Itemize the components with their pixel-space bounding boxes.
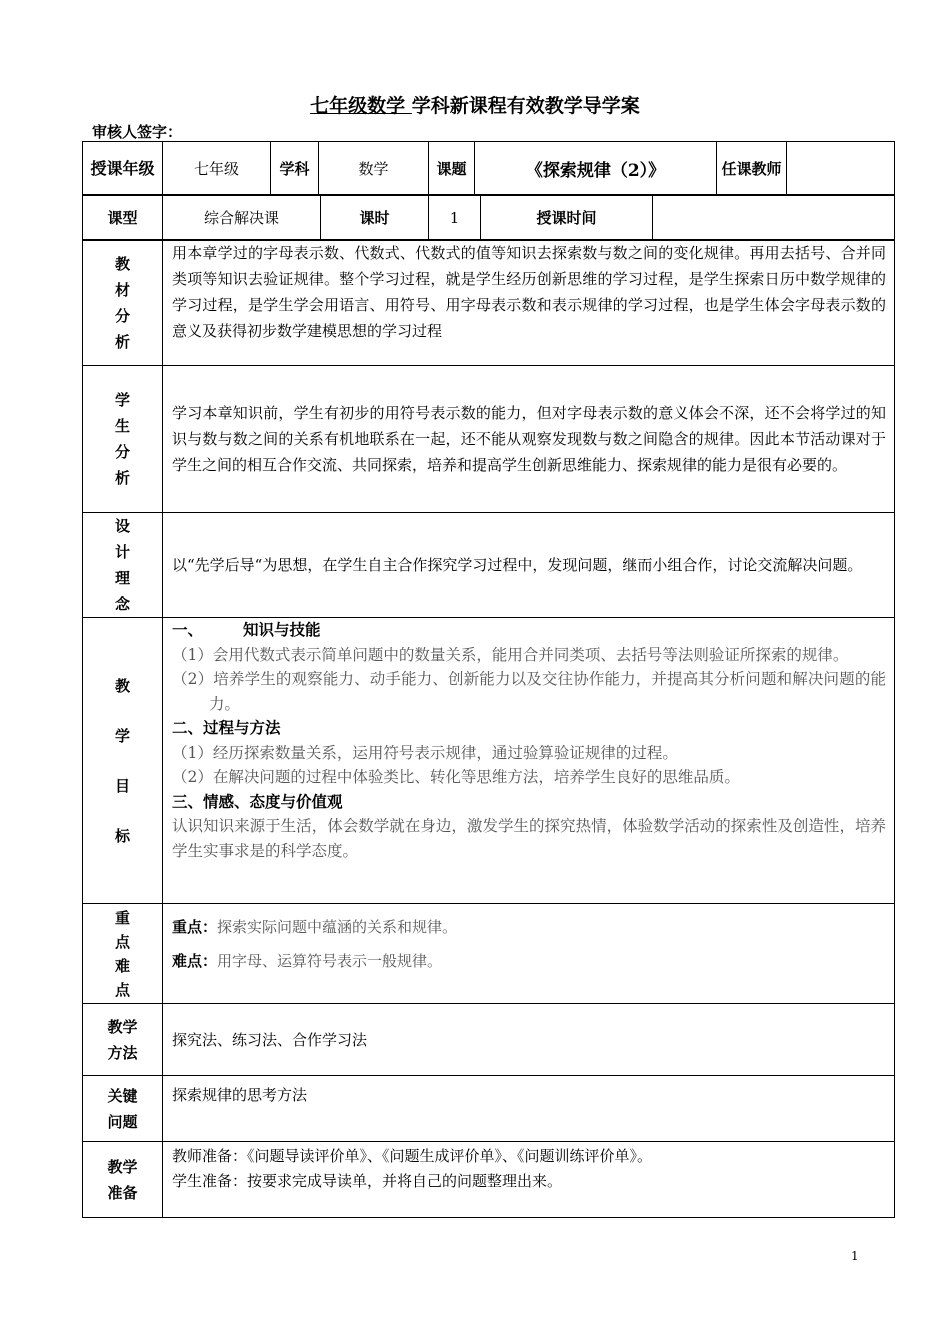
key-label: 重点：: [172, 918, 218, 936]
question-text: 探索规律的思考方法: [163, 1076, 895, 1142]
time-label: 授课时间: [481, 195, 653, 241]
topic-value: 《探索规律（2）》: [475, 142, 717, 196]
method-label: 教学方法: [83, 1004, 163, 1076]
body-table: [82, 239, 895, 1218]
prep-row: [83, 1142, 895, 1218]
goals-label: 教学目标: [83, 618, 163, 904]
reviewer-signature-label: 审核人签字：: [92, 123, 183, 141]
subject-label: 学科: [271, 142, 319, 196]
student-label: 学生分析: [83, 366, 163, 513]
prep-text: [163, 1142, 895, 1218]
goals-text: [163, 618, 895, 904]
grade-label: 授课年级: [83, 142, 163, 196]
goals-item-2: （2）培养学生的观察能力、动手能力、创新能力以及交往协作能力，并提高其分析问题和解决问题的能力。: [172, 670, 886, 713]
type-row-table: [82, 194, 895, 241]
goals-item-3: （1）经历探索数量关系，运用符号表示规律，通过验算验证规律的过程。: [172, 743, 678, 762]
key-text: 探索实际问题中蕴涵的关系和规律。: [217, 918, 458, 936]
teacher-prep: 教师准备：《问题导读评价单》、《问题生成评价单》、《问题训练评价单》。: [172, 1147, 653, 1165]
goals-row: [83, 618, 895, 904]
subject-value: 数学: [319, 142, 429, 196]
question-label: 关键问题: [83, 1076, 163, 1142]
grade-value: 七年级: [163, 142, 271, 196]
material-row: [83, 240, 895, 366]
method-text: 探究法、练习法、合作学习法: [163, 1004, 895, 1076]
time-value: [653, 195, 895, 241]
student-prep: 学生准备：按要求完成导读单，并将自己的问题整理出来。: [172, 1172, 563, 1190]
goals-item-1: （1）会用代数式表示简单问题中的数量关系，能用合并同类项、去括号等法则验证所探索的规律。: [172, 645, 849, 664]
page-number: 1: [851, 1249, 859, 1263]
goals-section-1-title: 一、 知识与技能: [172, 620, 321, 639]
type-label: 课型: [83, 195, 163, 241]
document-title: [0, 94, 950, 118]
teacher-label: 任课教师: [717, 142, 787, 196]
prep-label: 教学准备: [83, 1142, 163, 1218]
question-row: [83, 1076, 895, 1142]
difficulty-text: 用字母、运算符号表示一般规律。: [217, 952, 443, 970]
material-label: 教材分析: [83, 240, 163, 366]
topic-label: 课题: [429, 142, 475, 196]
keypoints-row: [83, 904, 895, 1004]
header-table: [82, 141, 895, 196]
title-rest: 学科新课程有效教学导学案: [411, 95, 640, 117]
goals-section-2-title: 二、过程与方法: [172, 718, 281, 737]
design-text: 以“先学后导“为思想，在学生自主合作探究学习过程中，发现问题，继而小组合作，讨论交流解决问题。: [163, 513, 895, 618]
keypoints-label: 重点难点: [83, 904, 163, 1004]
goals-item-4: （2）在解决问题的过程中体验类比、转化等思维方法，培养学生良好的思维品质。: [172, 768, 740, 786]
goals-item-5: 认识知识来源于生活，体会数学就在身边，激发学生的探究热情，体验数学活动的探索性及创造性，培养学生实事求是的科学态度。: [172, 817, 886, 860]
student-row: [83, 366, 895, 513]
student-text: 学习本章知识前，学生有初步的用符号表示数的能力，但对字母表示数的意义体会不深，还不会将学过的知识与数与数之间的关系有机地联系在一起，还不能从观察发现数与数之间隐含的规律。因此本节活动课对于学生之间的相互合作交流、共同探索，培养和提高学生创新思维能力、探索规律的能力是很有必要的。: [163, 366, 895, 513]
design-label: 设计理念: [83, 513, 163, 618]
hours-value: 1: [429, 195, 481, 241]
material-text: 用本章学过的字母表示数、代数式、代数式的值等知识去探索数与数之间的变化规律。再用去括号、合并同类项等知识去验证规律。整个学习过程，就是学生经历创新思维的学习过程，是学生探索日历中数学规律的学习过程，是学生学会用语言、用符号、用字母表示数和表示规律的学习过程，也是学生体会字母表示数的意义及获得初步数学建模思想的学习过程: [163, 240, 895, 366]
keypoints-text: [163, 904, 895, 1004]
title-subject: 七年级数学: [310, 95, 412, 117]
teacher-value: [787, 142, 895, 196]
difficulty-label: 难点：: [172, 952, 218, 970]
type-value: 综合解决课: [163, 195, 321, 241]
method-row: [83, 1004, 895, 1076]
hours-label: 课时: [321, 195, 429, 241]
design-row: [83, 513, 895, 618]
goals-section-3-title: 三、情感、态度与价值观: [172, 791, 343, 811]
